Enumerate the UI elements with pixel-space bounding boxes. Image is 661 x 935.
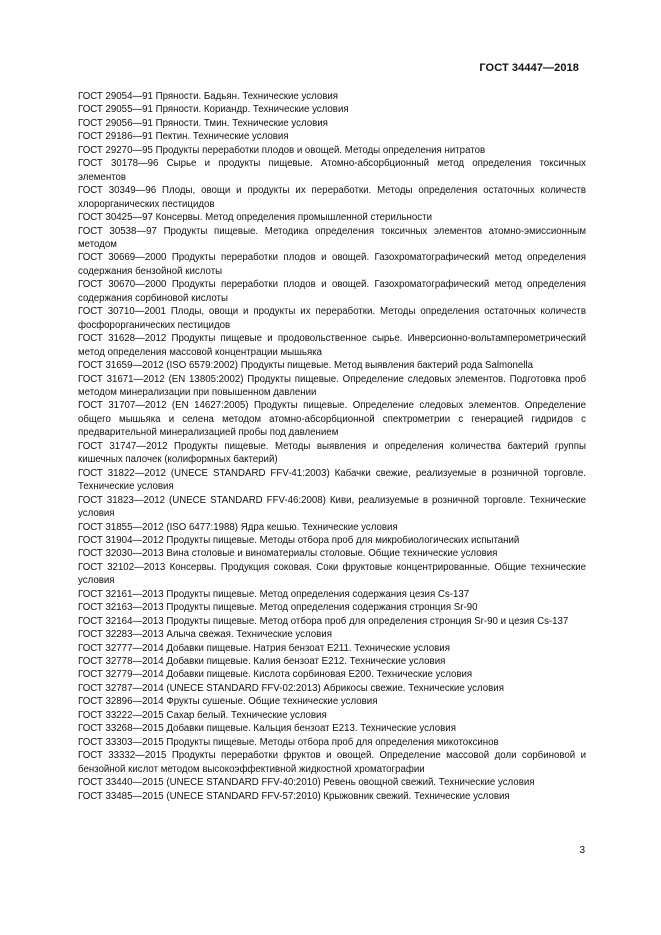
reference-item: ГОСТ 29186—91 Пектин. Технические условия — [78, 131, 289, 143]
reference-item: ГОСТ 32779—2014 Добавки пищевые. Кислота сорбиновая E200. Технические условия — [78, 669, 473, 681]
reference-item: ГОСТ 30538—97 Продукты пищевые. Методика определения токсичных элементов атомно-эмиссионным методом — [78, 225, 586, 250]
page-number: 3 — [579, 845, 585, 856]
reference-item: ГОСТ 30670—2000 Продукты переработки плодов и овощей. Газохроматографический метод определения содержания сорбиновой кислоты — [78, 279, 586, 304]
reference-item: ГОСТ 30425—97 Консервы. Метод определения промышленной стерильности — [78, 212, 432, 224]
reference-item: ГОСТ 32778—2014 Добавки пищевые. Калия бензоат E212. Технические условия — [78, 656, 446, 668]
normative-references-list — [78, 90, 586, 803]
reference-item: ГОСТ 30669—2000 Продукты переработки плодов и овощей. Газохроматографический метод определения содержания бензойной кислоты — [78, 252, 586, 277]
reference-item: ГОСТ 31822—2012 (UNECE STANDARD FFV-41:2003) Кабачки свежие, реализуемые в розничной торговле. Технические условия — [78, 467, 586, 493]
reference-item: ГОСТ 33485—2015 (UNECE STANDARD FFV-57:2010) Крыжовник свежий. Технические условия — [78, 790, 510, 802]
reference-item: ГОСТ 32102—2013 Консервы. Продукция соковая. Соки фруктовые концентрированные. Общие технические условия — [78, 561, 586, 587]
reference-item: ГОСТ 31707—2012 (EN 14627:2005) Продукты пищевые. Определение следовых элементов. Определение общего мышьяка и селена методом атомно-абсорбционной спектрометрии с генерацией гидридов с предварительной минерализацией пробы под давлением — [78, 400, 586, 439]
reference-item: ГОСТ 30349—96 Плоды, овощи и продукты их переработки. Методы определения остаточных количеств хлорорганических пестицидов — [78, 185, 586, 210]
reference-item: ГОСТ 29054—91 Пряности. Бадьян. Технические условия — [78, 91, 339, 102]
reference-item: ГОСТ 31855—2012 (ISO 6477:1988) Ядра кешью. Технические условия — [78, 521, 398, 533]
reference-item: ГОСТ 31747—2012 Продукты пищевые. Методы выявления и определения количества бактерий группы кишечных палочек (колиформных бактерий) — [78, 440, 586, 466]
reference-item: ГОСТ 32787—2014 (UNECE STANDARD FFV-02:2013) Абрикосы свежие. Технические условия — [78, 682, 504, 694]
reference-item: ГОСТ 32777—2014 Добавки пищевые. Натрия бензоат E211. Технические условия — [78, 642, 450, 654]
reference-item: ГОСТ 32030—2013 Вина столовые и виноматериалы столовые. Общие технические условия — [78, 548, 498, 560]
reference-item: ГОСТ 29056—91 Пряности. Тмин. Технические условия — [78, 117, 328, 129]
reference-item: ГОСТ 29270—95 Продукты переработки плодов и овощей. Методы определения нитратов — [78, 144, 486, 156]
reference-item: ГОСТ 30178—96 Сырье и продукты пищевые. Атомно-абсорбционный метод определения токсичных элементов — [78, 158, 586, 183]
reference-item: ГОСТ 31671—2012 (EN 13805:2002) Продукты пищевые. Определение следовых элементов. Подготовка проб методом минерализации при повышенном давлении — [78, 373, 586, 398]
reference-item: ГОСТ 30710—2001 Плоды, овощи и продукты их переработки. Методы определения остаточных количеств фосфорорганических пестицидов — [78, 306, 586, 331]
reference-item: ГОСТ 29055—91 Пряности. Кориандр. Технические условия — [78, 104, 349, 116]
reference-item: ГОСТ 33332—2015 Продукты переработки фруктов и овощей. Определение массовой доли сорбиновой и бензойной кислот методом высокоэффективной жидкостной хроматографии — [78, 750, 586, 775]
document-code-header: ГОСТ 34447—2018 — [479, 62, 579, 74]
reference-item: ГОСТ 31823—2012 (UNECE STANDARD FFV-46:2008) Киви, реализуемые в розничной торговле. Технические условия — [78, 494, 586, 520]
reference-item: ГОСТ 33222—2015 Сахар белый. Технические условия — [78, 709, 327, 721]
reference-item: ГОСТ 31904—2012 Продукты пищевые. Методы отбора проб для микробиологических испытаний — [78, 534, 520, 546]
reference-item: ГОСТ 32161—2013 Продукты пищевые. Метод определения содержания цезия Cs-137 — [78, 588, 470, 600]
reference-item: ГОСТ 32164—2013 Продукты пищевые. Метод отбора проб для определения стронция Sr-90 и цезия Cs-137 — [78, 615, 569, 627]
reference-item: ГОСТ 33440—2015 (UNECE STANDARD FFV-40:2010) Ревень овощной свежий. Технические условия — [78, 777, 535, 789]
reference-item: ГОСТ 31628—2012 Продукты пищевые и продовольственное сырье. Инверсионно-вольтамперометрический метод определения массовой концентрации мышьяка — [78, 333, 586, 358]
reference-item: ГОСТ 32163—2013 Продукты пищевые. Метод определения содержания стронция Sr-90 — [78, 602, 478, 614]
reference-item: ГОСТ 31659—2012 (ISO 6579:2002) Продукты пищевые. Метод выявления бактерий рода Salmonella — [78, 360, 533, 372]
reference-item: ГОСТ 32283—2013 Алыча свежая. Технические условия — [78, 629, 332, 641]
reference-item: ГОСТ 32896—2014 Фрукты сушеные. Общие технические условия — [78, 696, 378, 708]
reference-item: ГОСТ 33303—2015 Продукты пищевые. Методы отбора проб для определения микотоксинов — [78, 736, 499, 748]
reference-item: ГОСТ 33268—2015 Добавки пищевые. Кальция бензоат E213. Технические условия — [78, 723, 456, 735]
